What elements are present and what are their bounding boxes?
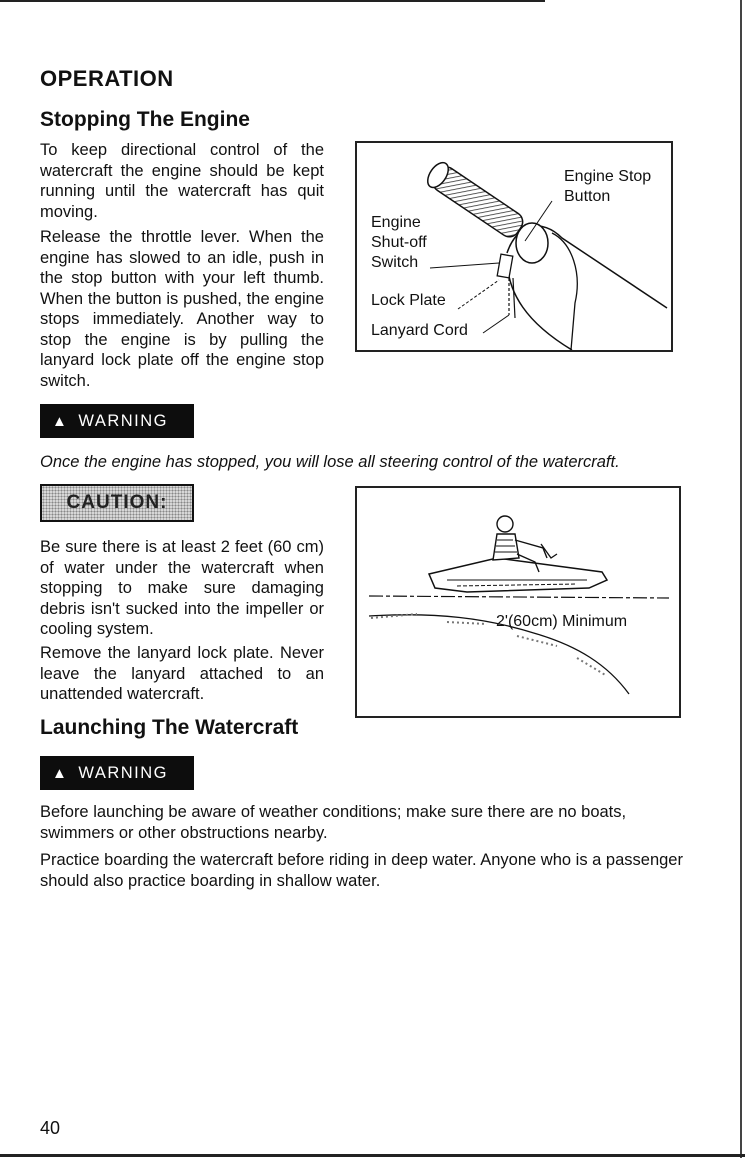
launching-para-1: Before launching be aware of weather conditions; make sure there are no boats, swimmers or other obstructions nearby. [40,803,627,842]
warning-badge-2: ▲ WARNING [40,756,194,790]
stopping-para-2: Release the throttle lever. When the engine has slowed to an idle, push in the stop button with your left thumb. When the button is pushed, the engine stops immediately. Another way to stop the engine is by pulling the lanyard lock plate off the engine stop switch. [40,228,324,390]
watercraft-illustration [357,488,679,716]
launching-para-2: Practice boarding the watercraft before riding in deep water. Anyone who is a passenger should also practice boarding in shallow water. [40,851,683,890]
launching-title: Launching The Watercraft [40,716,299,739]
lock-plate-label: Lock Plate [371,292,446,309]
stopping-para-1: To keep directional control of the watercraft the engine should be kept running until the watercraft has quit moving. [40,141,324,221]
depth-label: 2'(60cm) Minimum [496,613,628,630]
lanyard-cord-label: Lanyard Cord [371,322,468,339]
warning-triangle-icon: ▲ [52,764,69,782]
bottom-rule [0,1154,745,1157]
top-rule [0,0,545,2]
warning-badge-1: ▲ WARNING [40,404,194,438]
caution-para-2: Remove the lanyard lock plate. Never leave the lanyard attached to an unattended watercraft. [40,644,324,703]
right-rule [740,0,742,1158]
caution-badge: CAUTION: [40,484,194,522]
stopping-title: Stopping The Engine [40,108,250,131]
page-number: 40 [40,1118,61,1138]
caution-para-1: Be sure there is at least 2 feet (60 cm) of water under the watercraft when stopping to make sure damaging debris isn't sucked into the impeller or cooling system. [40,538,324,638]
stop-switch-figure [355,141,673,352]
engine-shutoff-switch-label: Engine Shut-off Switch [371,214,427,271]
section-title: OPERATION [40,66,174,91]
warning-1-text: Once the engine has stopped, you will lose all steering control of the watercraft. [40,453,620,471]
engine-stop-button-label: Engine Stop Button [564,168,652,205]
warning-triangle-icon: ▲ [52,412,69,430]
water-depth-figure [355,486,681,718]
